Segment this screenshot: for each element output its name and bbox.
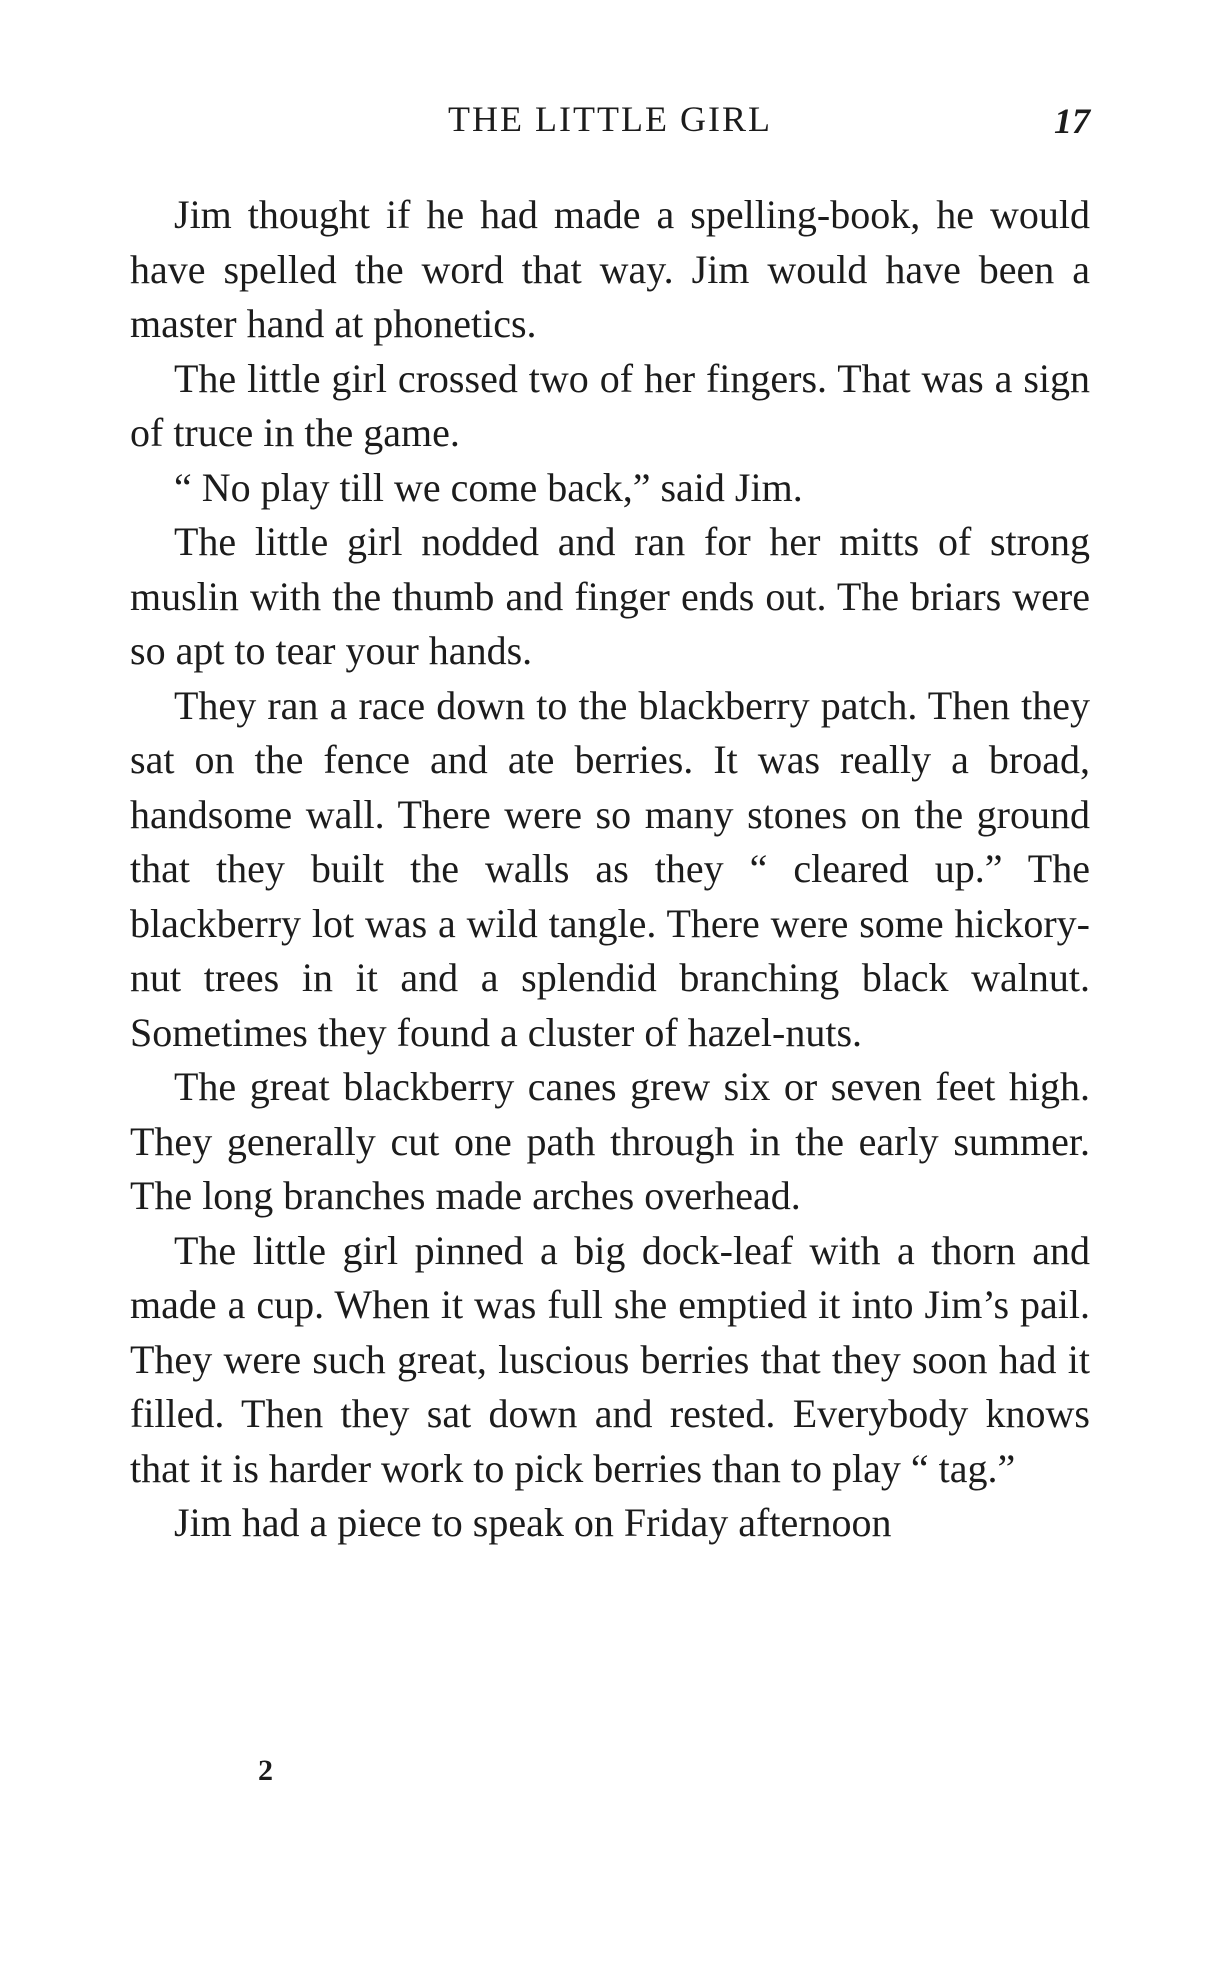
paragraph: Jim thought if he had made a spelling-book, he would have spelled the word that way. Jim would have been a master hand at phonetics. bbox=[130, 192, 1090, 346]
body-text bbox=[130, 188, 1090, 1551]
paragraph: The little girl crossed two of her fingers. That was a sign of truce in the game. bbox=[130, 355, 1090, 455]
paragraph: “ No play till we come back,” said Jim. bbox=[174, 464, 803, 510]
signature-mark: 2 bbox=[258, 1754, 273, 1787]
running-title: THE LITTLE GIRL bbox=[448, 99, 772, 139]
paragraph: The little girl pinned a big dock-leaf with a thorn and made a cup. When it was full she emptied it into Jim’s pail. They were such great, luscious berries that they soon had it filled. Then they sat down and rested. Everybody knows that it is harder work to pick berries than to play “ tag.” bbox=[130, 1227, 1090, 1491]
page-number: 17 bbox=[1054, 101, 1090, 141]
paragraph: The little girl nodded and ran for her mitts of strong muslin with the thumb and finger ends out. The briars were so apt to tear your hands. bbox=[130, 519, 1090, 673]
running-head bbox=[130, 98, 1090, 148]
paragraph: Jim had a piece to speak on Friday afternoon bbox=[174, 1500, 892, 1545]
paragraph: They ran a race down to the blackberry patch. Then they sat on the fence and ate berries. It was really a broad, handsome wall. There were so many stones on the ground that they built the walls as they “ cleared up.” The blackberry lot was a wild tangle. There were some hickory-nut trees in it and a splendid branching black walnut. Sometimes they found a cluster of hazel-nuts. bbox=[130, 682, 1090, 1055]
paragraph: The great blackberry canes grew six or seven feet high. They generally cut one path through in the early summer. The long branches made arches overhead. bbox=[130, 1064, 1090, 1218]
